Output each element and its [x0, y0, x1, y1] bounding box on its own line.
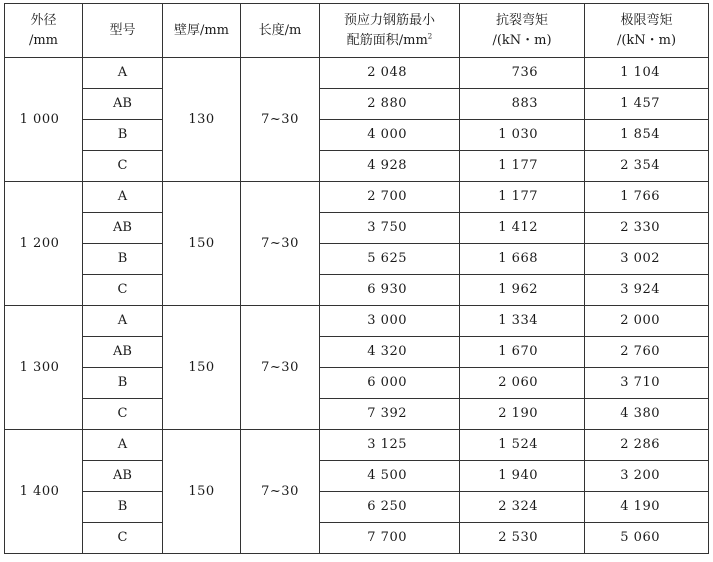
length-cell: 7~30 — [241, 306, 320, 430]
header-outer-diameter — [5, 4, 83, 58]
type-cell: A — [83, 182, 163, 213]
ultimate-moment-cell: 1 457 — [585, 89, 709, 120]
cracking-moment-cell: 1 668 — [460, 244, 585, 275]
outer-diameter-cell: 1 300 — [5, 306, 83, 430]
cracking-moment-cell: 1 670 — [460, 337, 585, 368]
cracking-moment-cell: 2 324 — [460, 492, 585, 523]
cracking-moment-cell: 1 412 — [460, 213, 585, 244]
outer-diameter-cell: 1 400 — [5, 430, 83, 554]
ultimate-moment-cell: 2 286 — [585, 430, 709, 461]
table-row — [5, 399, 709, 430]
header-cracking-moment-line1: 抗裂弯矩 — [495, 12, 548, 28]
header-length: 长度/m — [241, 4, 320, 58]
type-cell: AB — [83, 213, 163, 244]
cracking-moment-cell: 1 177 — [460, 182, 585, 213]
table-row — [5, 368, 709, 399]
cracking-moment-cell: 1 177 — [460, 151, 585, 182]
header-min-steel-area-line1: 预应力钢筋最小 — [343, 12, 435, 28]
table-row — [5, 461, 709, 492]
min-steel-area-cell: 6 000 — [320, 368, 460, 399]
ultimate-moment-cell: 1 766 — [585, 182, 709, 213]
type-cell: C — [83, 275, 163, 306]
table-row — [5, 89, 709, 120]
cracking-moment-cell: 2 530 — [460, 523, 585, 554]
header-ultimate-moment-line1: 极限弯矩 — [620, 12, 673, 28]
ultimate-moment-cell: 4 190 — [585, 492, 709, 523]
length-cell: 7~30 — [241, 182, 320, 306]
header-row — [5, 4, 709, 58]
ultimate-moment-cell: 1 854 — [585, 120, 709, 151]
length-cell: 7~30 — [241, 58, 320, 182]
header-min-steel-area-exponent: 2 — [427, 32, 433, 41]
wall-thickness-cell: 150 — [163, 430, 241, 554]
min-steel-area-cell: 3 125 — [320, 430, 460, 461]
ultimate-moment-cell: 2 000 — [585, 306, 709, 337]
min-steel-area-cell: 4 500 — [320, 461, 460, 492]
cracking-moment-cell: 1 940 — [460, 461, 585, 492]
ultimate-moment-cell: 3 200 — [585, 461, 709, 492]
ultimate-moment-cell: 2 330 — [585, 213, 709, 244]
table-row — [5, 430, 709, 461]
min-steel-area-cell: 2 700 — [320, 182, 460, 213]
ultimate-moment-cell: 3 710 — [585, 368, 709, 399]
min-steel-area-cell: 6 930 — [320, 275, 460, 306]
ultimate-moment-cell: 2 760 — [585, 337, 709, 368]
min-steel-area-cell: 2 880 — [320, 89, 460, 120]
ultimate-moment-cell: 5 060 — [585, 523, 709, 554]
table-row — [5, 58, 709, 89]
table-row — [5, 337, 709, 368]
wall-thickness-cell: 150 — [163, 182, 241, 306]
ultimate-moment-cell: 2 354 — [585, 151, 709, 182]
type-cell: C — [83, 399, 163, 430]
cracking-moment-cell: 736 — [460, 58, 585, 89]
table-row — [5, 182, 709, 213]
min-steel-area-cell: 5 625 — [320, 244, 460, 275]
header-min-steel-area-line2: 配筋面积/mm — [346, 32, 428, 48]
type-cell: C — [83, 523, 163, 554]
table-body — [5, 58, 709, 554]
table-row — [5, 492, 709, 523]
table-row — [5, 244, 709, 275]
type-cell: B — [83, 492, 163, 523]
header-ultimate-moment — [585, 4, 709, 58]
min-steel-area-cell: 4 928 — [320, 151, 460, 182]
header-outer-diameter-line2: /mm — [28, 32, 59, 48]
min-steel-area-cell: 6 250 — [320, 492, 460, 523]
header-cracking-moment — [460, 4, 585, 58]
table-row — [5, 120, 709, 151]
cracking-moment-cell: 2 060 — [460, 368, 585, 399]
ultimate-moment-cell: 3 924 — [585, 275, 709, 306]
header-type: 型号 — [83, 4, 163, 58]
min-steel-area-cell: 2 048 — [320, 58, 460, 89]
cracking-moment-cell: 1 524 — [460, 430, 585, 461]
type-cell: A — [83, 430, 163, 461]
cracking-moment-cell: 2 190 — [460, 399, 585, 430]
cracking-moment-cell: 1 962 — [460, 275, 585, 306]
length-cell: 7~30 — [241, 430, 320, 554]
header-ultimate-moment-line2: /(kN・m) — [616, 32, 677, 48]
table-row — [5, 306, 709, 337]
type-cell: B — [83, 368, 163, 399]
type-cell: B — [83, 244, 163, 275]
ultimate-moment-cell: 4 380 — [585, 399, 709, 430]
outer-diameter-cell: 1 000 — [5, 58, 83, 182]
cracking-moment-cell: 1 030 — [460, 120, 585, 151]
type-cell: AB — [83, 461, 163, 492]
wall-thickness-cell: 130 — [163, 58, 241, 182]
cracking-moment-cell: 1 334 — [460, 306, 585, 337]
header-wall-thickness: 壁厚/mm — [163, 4, 241, 58]
table-row — [5, 523, 709, 554]
header-outer-diameter-line1: 外径 — [30, 12, 57, 28]
type-cell: B — [83, 120, 163, 151]
table-row — [5, 213, 709, 244]
type-cell: AB — [83, 89, 163, 120]
cracking-moment-cell: 883 — [460, 89, 585, 120]
min-steel-area-cell: 7 700 — [320, 523, 460, 554]
min-steel-area-cell: 3 000 — [320, 306, 460, 337]
outer-diameter-cell: 1 200 — [5, 182, 83, 306]
type-cell: C — [83, 151, 163, 182]
wall-thickness-cell: 150 — [163, 306, 241, 430]
min-steel-area-cell: 7 392 — [320, 399, 460, 430]
ultimate-moment-cell: 1 104 — [585, 58, 709, 89]
type-cell: AB — [83, 337, 163, 368]
type-cell: A — [83, 58, 163, 89]
header-min-steel-area — [320, 4, 460, 58]
min-steel-area-cell: 4 320 — [320, 337, 460, 368]
table-row — [5, 151, 709, 182]
table-row — [5, 275, 709, 306]
type-cell: A — [83, 306, 163, 337]
min-steel-area-cell: 4 000 — [320, 120, 460, 151]
pipe-spec-table — [4, 3, 709, 554]
header-cracking-moment-line2: /(kN・m) — [492, 32, 552, 48]
ultimate-moment-cell: 3 002 — [585, 244, 709, 275]
min-steel-area-cell: 3 750 — [320, 213, 460, 244]
